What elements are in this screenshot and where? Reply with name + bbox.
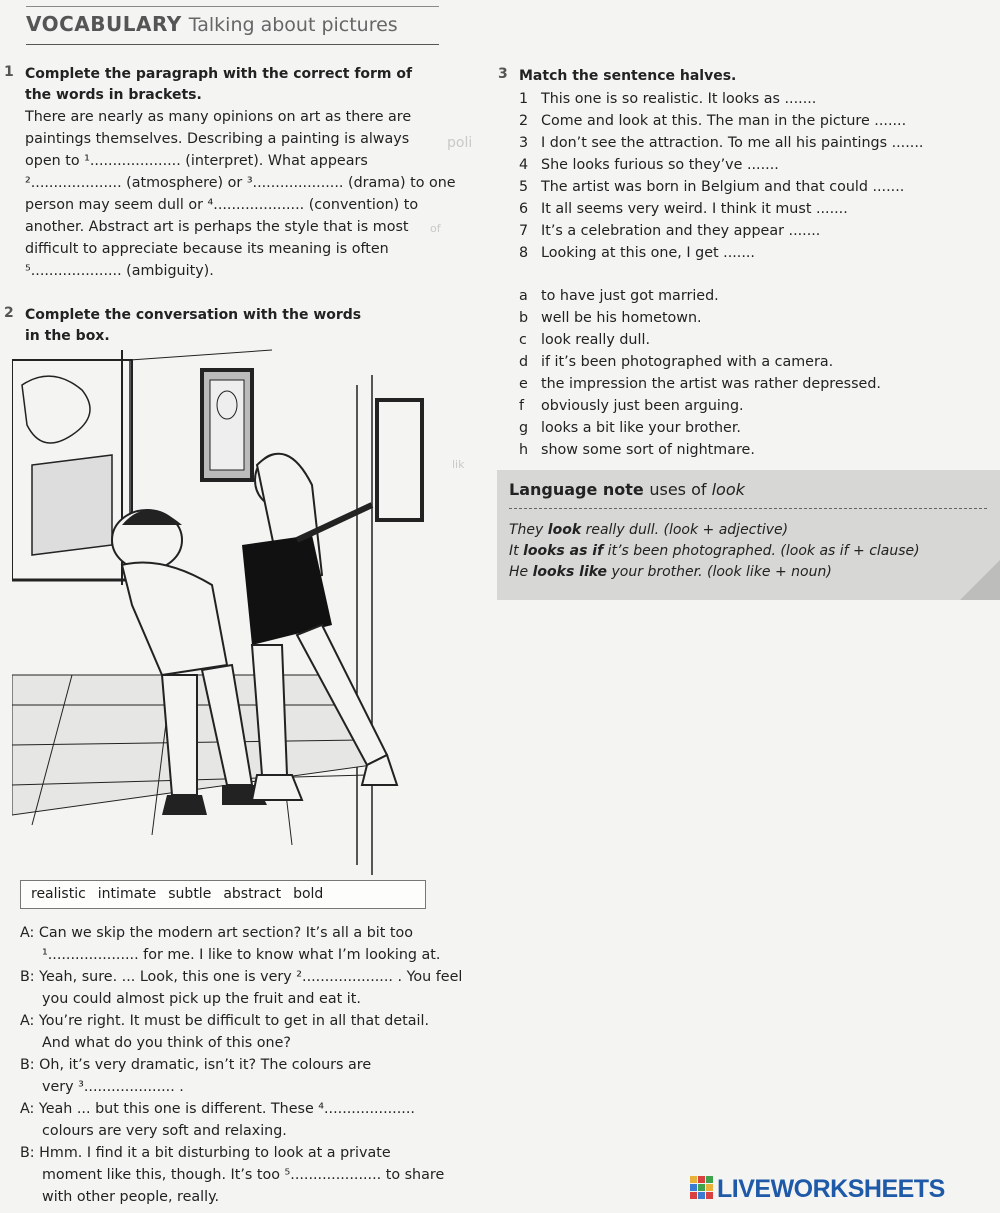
item-text: This one is so realistic. It looks as ....... (541, 91, 817, 107)
ending-text: look really dull. (541, 332, 650, 348)
note-post: it’s been photographed. (look as if + clause) (603, 543, 920, 559)
exercise-1-number: 1 (4, 64, 14, 80)
box-word: bold (293, 886, 324, 902)
dialogue-line: colours are very soft and relaxing. (42, 1123, 287, 1139)
paragraph-line: another. Abstract art is perhaps the style that is most (25, 219, 409, 235)
logo-text: LIVEWORKSHEETS (717, 1175, 945, 1203)
language-note (497, 470, 1000, 600)
item-text: I don’t see the attraction. To me all his paintings ....... (541, 135, 924, 151)
exercise-1-paragraph (25, 106, 456, 282)
dialogue-line: B: Yeah, sure. ... Look, this one is very ².................... . You feel (20, 969, 463, 985)
item-text: Looking at this one, I get ....... (541, 245, 755, 261)
dialogue-line: A: You’re right. It must be difficult to get in all that detail. (20, 1013, 429, 1029)
paragraph-line: There are nearly as many opinions on art as there are (25, 109, 412, 125)
dialogue-line: B: Oh, it’s very dramatic, isn’t it? The colours are (20, 1057, 372, 1073)
note-pre: They (509, 522, 548, 538)
box-word: abstract (223, 886, 282, 902)
sentence-ending (519, 329, 989, 351)
paragraph-line: ⁵.................... (ambiguity). (25, 263, 214, 279)
note-example (509, 564, 832, 580)
ending-letter: d (519, 354, 529, 370)
ending-text: the impression the artist was rather depressed. (541, 376, 881, 392)
note-post: your brother. (look like + noun) (607, 564, 832, 580)
note-pre: He (509, 564, 533, 580)
paragraph-line: paintings themselves. Describing a painting is always (25, 131, 410, 147)
exercise-1-instruction: Complete the paragraph with the correct form of the words in brackets. (25, 66, 413, 103)
exercise-3-number: 3 (498, 66, 508, 82)
ending-letter: f (519, 398, 525, 414)
ending-letter: h (519, 442, 529, 458)
ending-text: show some sort of nightmare. (541, 442, 755, 458)
ending-text: obviously just been arguing. (541, 398, 744, 414)
exercise-2-instruction: Complete the conversation with the words in the box. (25, 307, 362, 344)
note-bold: looks like (532, 564, 608, 580)
sentence-ending (519, 417, 989, 439)
exercise-3-items (519, 88, 989, 264)
ending-letter: g (519, 420, 529, 436)
dialogue-line: very ³.................... . (42, 1079, 184, 1095)
word-box (20, 880, 426, 909)
dialogue-line: you could almost pick up the fruit and eat it. (42, 991, 361, 1007)
paragraph-line: difficult to appreciate because its meaning is often (25, 241, 389, 257)
heading-subtitle: Talking about pictures (188, 14, 398, 36)
ending-letter: e (519, 376, 528, 392)
dialogue-line: And what do you think of this one? (42, 1035, 291, 1051)
note-page-curl (960, 560, 1000, 605)
sentence-start (519, 198, 989, 220)
note-bold: look (547, 522, 582, 538)
paragraph-line: ².................... (atmosphere) or ³.................... (drama) to one (25, 175, 456, 191)
ending-text: if it’s been photographed with a camera. (541, 354, 834, 370)
item-text: It all seems very weird. I think it must ....... (541, 201, 848, 217)
sentence-ending (519, 307, 989, 329)
sentence-start (519, 88, 989, 110)
note-pre: It (509, 543, 524, 559)
sentence-ending (519, 285, 989, 307)
item-number: 4 (519, 157, 529, 173)
exercise-3-instruction: Match the sentence halves. (519, 68, 737, 84)
item-text: Come and look at this. The man in the picture ....... (541, 113, 907, 129)
page-heading (26, 12, 398, 37)
box-word: subtle (168, 886, 212, 902)
item-text: She looks furious so they’ve ....... (541, 157, 779, 173)
note-post: really dull. (look + adjective) (581, 522, 789, 538)
language-note-title: Language note uses of look (509, 480, 745, 499)
item-number: 8 (519, 245, 529, 261)
paragraph-line: open to ¹.................... (interpret). What appears (25, 153, 368, 169)
exercise-2-number: 2 (4, 305, 14, 321)
exercise-2-dialogue (20, 922, 463, 1208)
box-word: intimate (97, 886, 157, 902)
dialogue-line: A: Can we skip the modern art section? It’s all a bit too (20, 925, 414, 941)
ending-letter: c (519, 332, 527, 348)
ending-letter: b (519, 310, 529, 326)
dialogue-line: moment like this, though. It’s too ⁵.................... to share (42, 1167, 445, 1183)
sentence-ending (519, 373, 989, 395)
ending-text: looks a bit like your brother. (541, 420, 741, 436)
exercise-3-endings (519, 285, 989, 461)
item-number: 3 (519, 135, 529, 151)
item-text: The artist was born in Belgium and that could ....... (541, 179, 905, 195)
sentence-ending (519, 395, 989, 417)
sentence-ending (519, 351, 989, 373)
sentence-start (519, 110, 989, 132)
dialogue-line: A: Yeah ... but this one is different. These ⁴.................... (20, 1101, 415, 1117)
ending-text: well be his hometown. (541, 310, 702, 326)
sentence-start (519, 220, 989, 242)
note-example (509, 522, 788, 538)
sentence-start (519, 132, 989, 154)
dialogue-line: ¹.................... for me. I like to know what I’m looking at. (42, 947, 441, 963)
liveworksheets-logo (690, 1175, 945, 1204)
item-number: 7 (519, 223, 529, 239)
dialogue-line: with other people, really. (42, 1189, 220, 1205)
liveworksheets-logo-icon (690, 1176, 714, 1200)
sentence-start (519, 242, 989, 264)
item-number: 1 (519, 91, 529, 107)
dialogue-line: B: Hmm. I find it a bit disturbing to look at a private (20, 1145, 391, 1161)
ending-text: to have just got married. (541, 288, 719, 304)
item-text: It’s a celebration and they appear ....... (541, 223, 821, 239)
heading-title: VOCABULARY (26, 12, 182, 36)
sentence-start (519, 154, 989, 176)
item-number: 5 (519, 179, 529, 195)
ending-letter: a (519, 288, 528, 304)
item-number: 2 (519, 113, 529, 129)
note-example (509, 543, 920, 559)
item-number: 6 (519, 201, 529, 217)
box-word: realistic (31, 886, 86, 902)
sentence-start (519, 176, 989, 198)
sentence-ending (519, 439, 989, 461)
paragraph-line: person may seem dull or ⁴.................... (convention) to (25, 197, 419, 213)
note-bold: looks as if (523, 543, 604, 559)
gallery-illustration (12, 345, 432, 875)
